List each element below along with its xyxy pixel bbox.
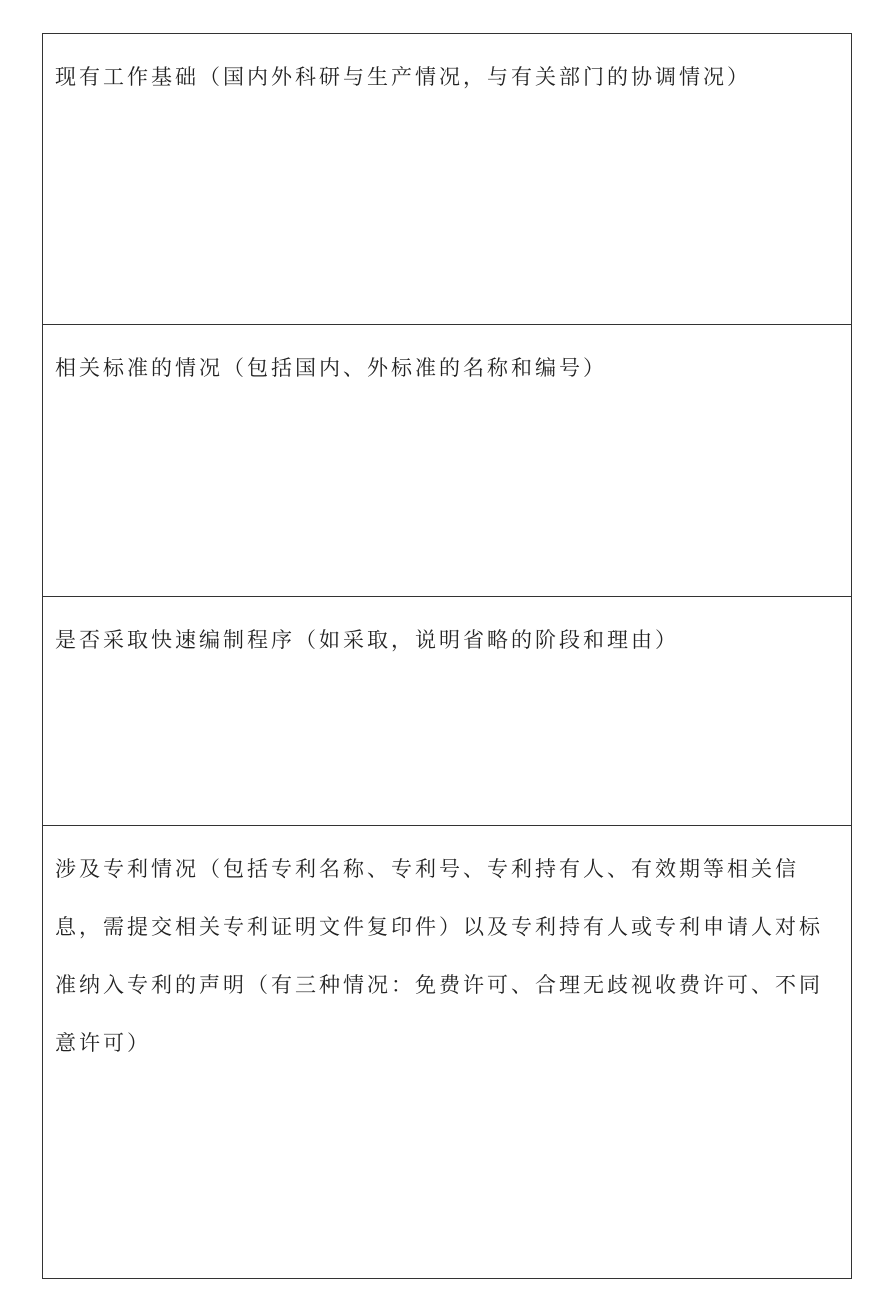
patent-info-label: 涉及专利情况（包括专利名称、专利号、专利持有人、有效期等相关信息，需提交相关专利证明文件复印件）以及专利持有人或专利申请人对标准纳入专利的声明（有三种情况：免费许可、合理无歧视收费许可、不同意许可）	[55, 857, 823, 1055]
fast-track-procedure-cell[interactable]	[43, 597, 851, 826]
related-standards-label: 相关标准的情况（包括国内、外标准的名称和编号）	[55, 356, 607, 380]
work-foundation-cell[interactable]	[43, 34, 851, 325]
fast-track-procedure-label: 是否采取快速编制程序（如采取，说明省略的阶段和理由）	[55, 628, 679, 652]
related-standards-cell[interactable]	[43, 325, 851, 597]
form-table	[42, 33, 852, 1279]
work-foundation-label: 现有工作基础（国内外科研与生产情况，与有关部门的协调情况）	[55, 65, 751, 89]
patent-info-cell[interactable]	[43, 826, 851, 1278]
